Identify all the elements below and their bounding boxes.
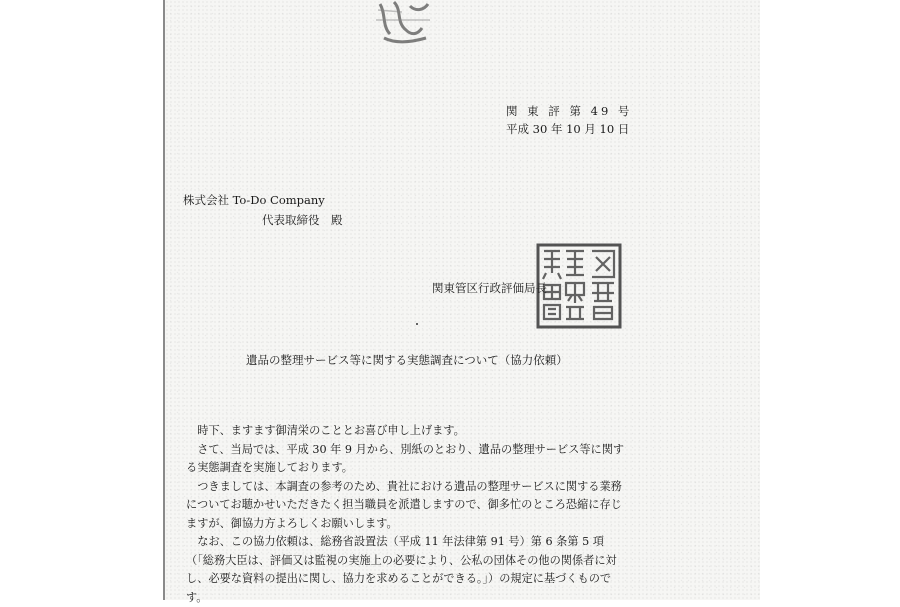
- official-seal-stamp: [536, 243, 622, 329]
- sender-name: 関東管区行政評価局長: [432, 281, 547, 295]
- paragraph-3: つきましては、本調査の参考のため、貴社における遺品の整理サービスに関する業務についてお聴かせいただきたく担当職員を派遣しますので、御多忙のところ恐縮に存じますが、御協力方よろしくお願いします。: [186, 479, 622, 530]
- document-number: 関 東 評 第 49 号: [506, 104, 633, 118]
- recipient-title: 代表取締役 殿: [262, 213, 343, 227]
- recipient-company: 株式会社 To-Do Company: [183, 193, 325, 207]
- letter-body: [186, 422, 626, 607]
- paragraph-4: なお、この協力依頼は、総務省設置法（平成 11 年法律第 91 号）第 6 条第 5 項（「総務大臣は、評価又は監視の実施上の必要により、公私の団体その他の関係者に対し、必要な資料の提出に関し、協力を求めることができる。」）の規定に基づくものです。: [186, 535, 617, 604]
- paragraph-2: さて、当局では、平成 30 年 9 月から、別紙のとおり、遺品の整理サービス等に関する実態調査を実施しております。: [186, 442, 625, 474]
- paragraph-1: 時下、ますます御清栄のこととお喜び申し上げます。: [186, 424, 465, 437]
- binding-stamp-mark: [372, 0, 434, 44]
- document-date: 平成 30 年 10 月 10 日: [506, 122, 630, 136]
- document-subject: 遺品の整理サービス等に関する実態調査について（協力依頼）: [246, 353, 568, 367]
- scan-speck: [416, 323, 418, 325]
